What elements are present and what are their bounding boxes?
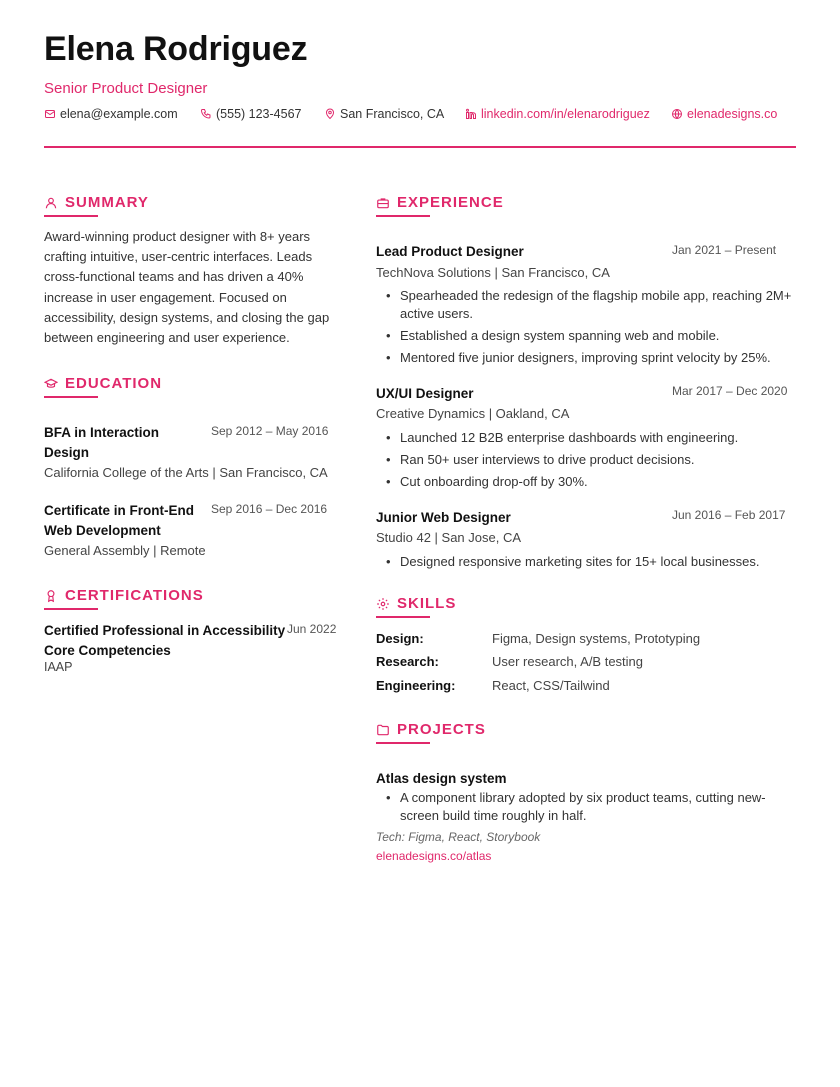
header-divider (44, 146, 796, 148)
job-title: Lead Product Designer (376, 244, 524, 259)
experience-heading-text: EXPERIENCE (397, 194, 504, 211)
education-dates: Sep 2012 – May 2016 (211, 424, 329, 438)
summary-heading (44, 194, 149, 211)
certification-issuer: IAAP (44, 660, 73, 674)
job-bullets (376, 429, 804, 491)
summary-heading-text: SUMMARY (65, 194, 149, 211)
projects-heading (376, 721, 486, 738)
folder-icon (376, 723, 390, 737)
job-bullet: • Designed responsive marketing sites for 15+ local businesses. (376, 553, 804, 571)
contact-phone[interactable] (200, 107, 301, 121)
skills-heading-text: SKILLS (397, 595, 457, 612)
job-dates: Jun 2016 – Feb 2017 (672, 508, 786, 522)
projects-heading-text: PROJECTS (397, 721, 486, 738)
candidate-title: Senior Product Designer (44, 80, 208, 97)
job-bullets (376, 287, 804, 367)
skills-underline (376, 616, 430, 618)
contact-email-text: elena@example.com (60, 107, 178, 121)
skill-value: React, CSS/Tailwind (492, 678, 610, 693)
education-degree: Certificate in Front-End Web Development (44, 503, 195, 538)
job-company: Creative Dynamics | Oakland, CA (376, 406, 570, 421)
job-bullet: • Mentored five junior designers, improving sprint velocity by 25%. (376, 349, 804, 367)
job-title: Junior Web Designer (376, 510, 511, 525)
contact-linkedin[interactable] (465, 107, 650, 121)
globe-icon (671, 108, 683, 120)
contact-email[interactable] (44, 107, 178, 121)
education-degree: BFA in Interaction Design (44, 425, 160, 460)
job-dates: Mar 2017 – Dec 2020 (672, 384, 788, 398)
linkedin-icon (465, 108, 477, 120)
contact-phone-text: (555) 123-4567 (216, 107, 302, 121)
user-icon (44, 196, 58, 210)
education-school: California College of the Arts | San Francisco, CA (44, 465, 328, 480)
experience-heading (376, 194, 504, 211)
education-heading (44, 375, 162, 392)
education-heading-text: EDUCATION (65, 375, 163, 392)
job-bullet: • Cut onboarding drop-off by 30%. (376, 473, 804, 491)
skill-category: Design: (376, 631, 424, 646)
contact-website[interactable] (671, 107, 777, 121)
award-icon (44, 589, 58, 603)
job-bullets (376, 553, 804, 571)
education-underline (44, 396, 98, 398)
project-link[interactable]: elenadesigns.co/atlas (376, 849, 492, 863)
certifications-underline (44, 608, 98, 610)
contact-location-text: San Francisco, CA (340, 107, 445, 121)
job-company: TechNova Solutions | San Francisco, CA (376, 265, 610, 280)
job-bullet: • Launched 12 B2B enterprise dashboards with engineering. (376, 429, 804, 447)
project-bullet: • A component library adopted by six product teams, cutting new-screen build time roughly in half. (376, 789, 804, 825)
briefcase-icon (376, 196, 390, 210)
education-school: General Assembly | Remote (44, 543, 206, 558)
certifications-heading (44, 587, 204, 604)
map-pin-icon (324, 108, 336, 120)
summary-underline (44, 215, 98, 217)
contact-linkedin-text: linkedin.com/in/elenarodriguez (481, 107, 650, 121)
contact-website-text: elenadesigns.co (687, 107, 778, 121)
project-tech: Tech: Figma, React, Storybook (376, 830, 541, 844)
gear-icon (376, 597, 390, 611)
project-name: Atlas design system (376, 771, 507, 786)
education-dates: Sep 2016 – Dec 2016 (211, 502, 328, 516)
skill-category: Research: (376, 654, 439, 669)
projects-underline (376, 742, 430, 744)
contact-bar (44, 107, 804, 125)
certification-name: Certified Professional in Accessibility Core Competencies (44, 623, 286, 658)
job-bullet: • Established a design system spanning web and mobile. (376, 327, 804, 345)
graduation-cap-icon (44, 377, 58, 391)
job-title: UX/UI Designer (376, 386, 474, 401)
skill-category: Engineering: (376, 678, 456, 693)
experience-underline (376, 215, 430, 217)
certification-date: Jun 2022 (287, 622, 337, 636)
skills-heading (376, 595, 456, 612)
job-bullet: • Spearheaded the redesign of the flagship mobile app, reaching 2M+ active users. (376, 287, 804, 323)
mail-icon (44, 108, 56, 120)
contact-location (324, 107, 444, 121)
job-dates: Jan 2021 – Present (672, 243, 777, 257)
candidate-name: Elena Rodriguez (44, 30, 308, 68)
skill-value: Figma, Design systems, Prototyping (492, 631, 701, 646)
skill-value: User research, A/B testing (492, 654, 644, 669)
certifications-heading-text: CERTIFICATIONS (65, 587, 204, 604)
phone-icon (200, 108, 212, 120)
summary-text: Award-winning product designer with 8+ years crafting intuitive, user-centric interfaces. Leads cross-functional teams and has driven a 40% increase in user engagement. Focused on accessibility, design systems, and closing the gap between engineering and user experience. (44, 229, 330, 346)
project-bullets (376, 789, 804, 825)
job-bullet: • Ran 50+ user interviews to drive product decisions. (376, 451, 804, 469)
job-company: Studio 42 | San Jose, CA (376, 530, 522, 545)
